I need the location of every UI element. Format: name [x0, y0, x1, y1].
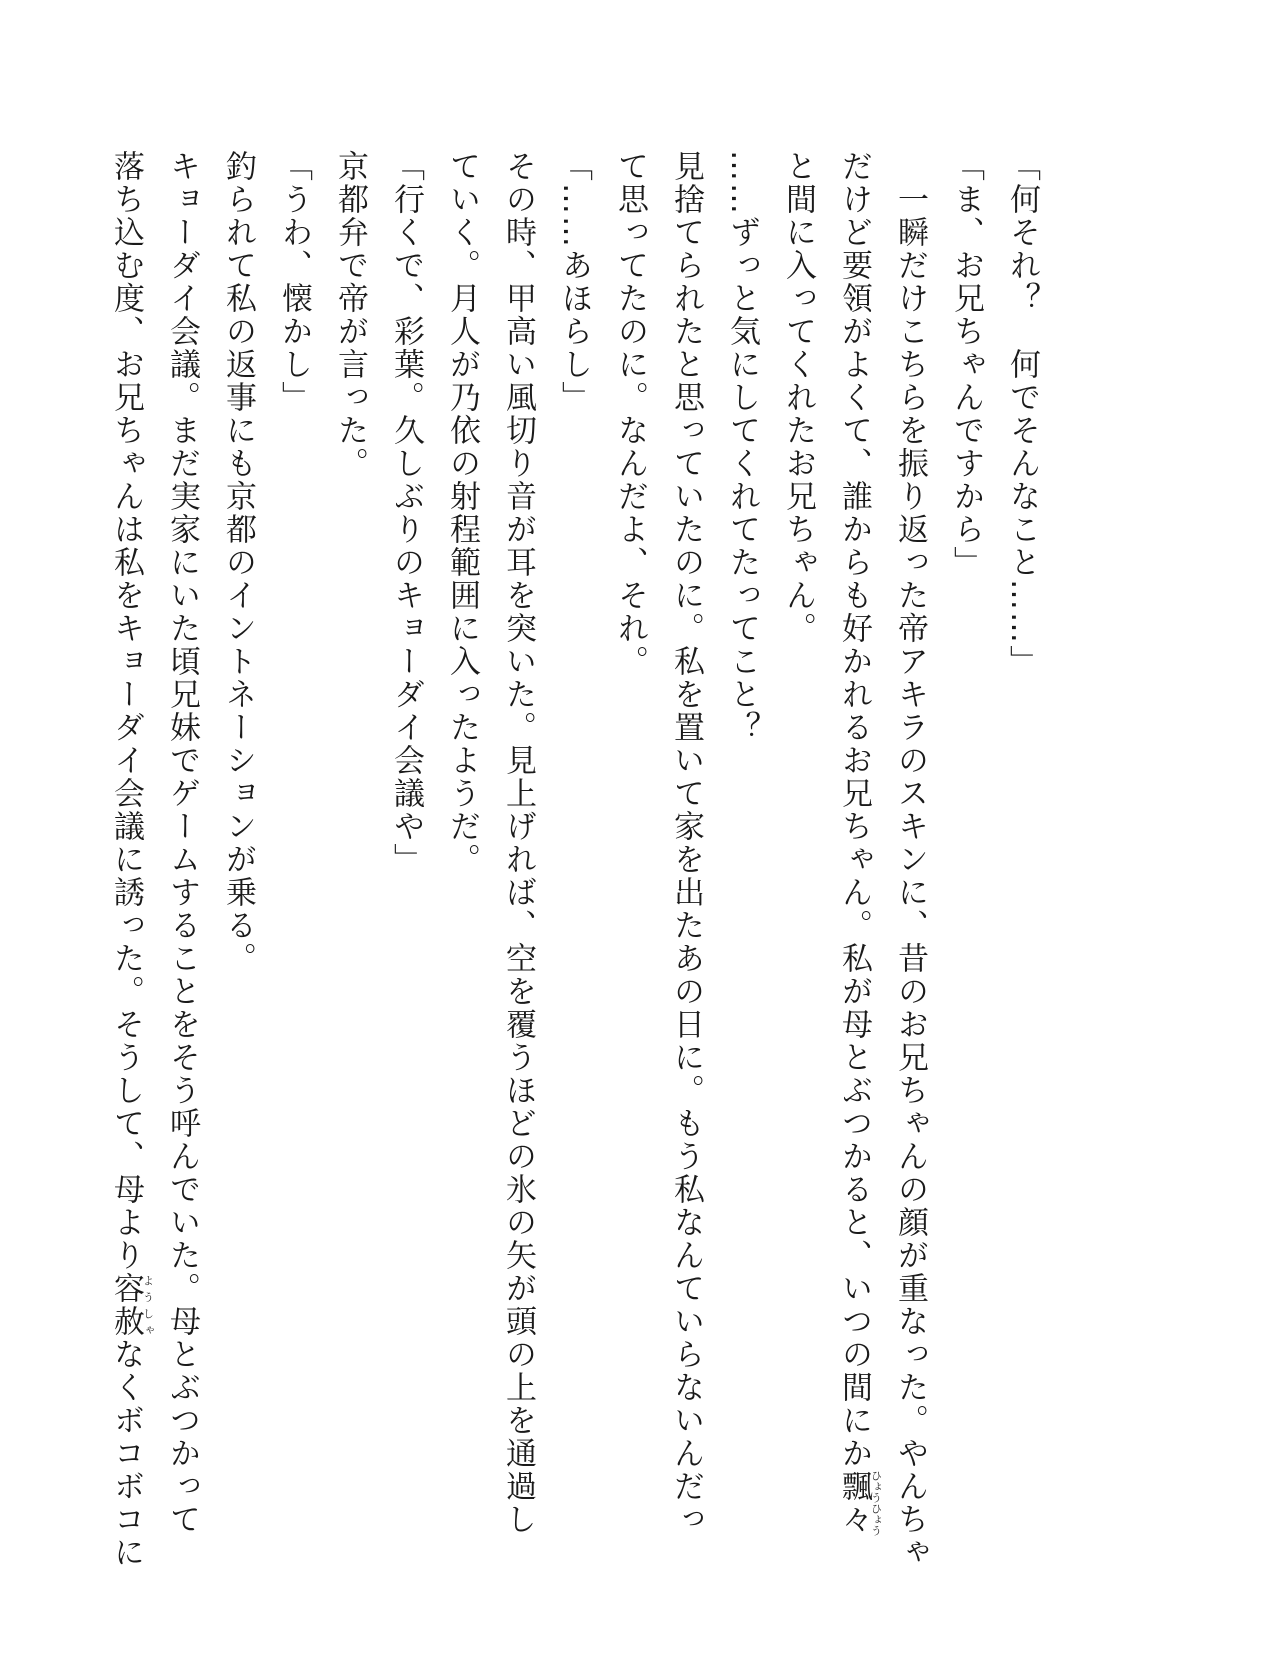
- text-line-1: 「何それ？ 何でそんなこと……」: [1004, 150, 1040, 678]
- ruby-hyouhyou-reading: ひょうひょう: [869, 1470, 883, 1536]
- ruby-hyouhyou-base: 飄々: [836, 1470, 872, 1536]
- text-line-8: て思ってたのに。なんだよ、それ。: [612, 150, 648, 678]
- text-line-6: ……ずっと気にしてくれてたってこと？: [724, 150, 760, 744]
- text-line-2: 「ま、お兄ちゃんですから」: [948, 150, 984, 579]
- ruby-yousha-reading: ようしゃ: [141, 1272, 155, 1338]
- text-line-3: 一瞬だけこちらを振り返った帝アキラのスキンに、昔のお兄ちゃんの顔が重なった。やんちゃ: [892, 150, 928, 1569]
- ruby-yousha-base: 容赦: [108, 1272, 144, 1338]
- text-line-12: 「行くで、彩葉。久しぶりのキョーダイ会議や」: [388, 150, 424, 876]
- text-line-17-tail: なくボコボコに: [108, 1338, 144, 1569]
- text-line-17: [98, 150, 155, 1569]
- text-line-9: 「……あほらし」: [556, 150, 592, 414]
- text-line-14: 「うわ、懐かし」: [276, 150, 312, 414]
- text-line-15: 釣られて私の返事にも京都のイントネーションが乗る。: [220, 150, 256, 975]
- text-line-4: [826, 150, 883, 1536]
- text-line-11: ていく。月人が乃依の射程範囲に入ったようだ。: [444, 150, 480, 876]
- text-line-4-main: だけど要領がよくて、誰からも好かれるお兄ちゃん。私が母とぶつかると、いつの間にか: [836, 150, 872, 1470]
- vertical-text-body: [98, 150, 1050, 1569]
- text-line-17-main: 落ち込む度、お兄ちゃんは私をキョーダイ会議に誘った。そうして、母より: [108, 150, 144, 1272]
- text-line-13: 京都弁で帝が言った。: [332, 150, 368, 480]
- ruby-yousha: [108, 1272, 155, 1338]
- text-line-16: キョーダイ会議。まだ実家にいた頃兄妹でゲームすることをそう呼んでいた。母とぶつかって: [164, 150, 200, 1536]
- ruby-hyouhyou: [836, 1470, 883, 1536]
- text-line-7: 見捨てられたと思っていたのに。私を置いて家を出たあの日に。もう私なんていらないんだっ: [668, 150, 704, 1536]
- text-line-5: と間に入ってくれたお兄ちゃん。: [780, 150, 816, 645]
- text-line-10: その時、甲高い風切り音が耳を突いた。見上げれば、空を覆うほどの氷の矢が頭の上を通過し: [500, 150, 536, 1536]
